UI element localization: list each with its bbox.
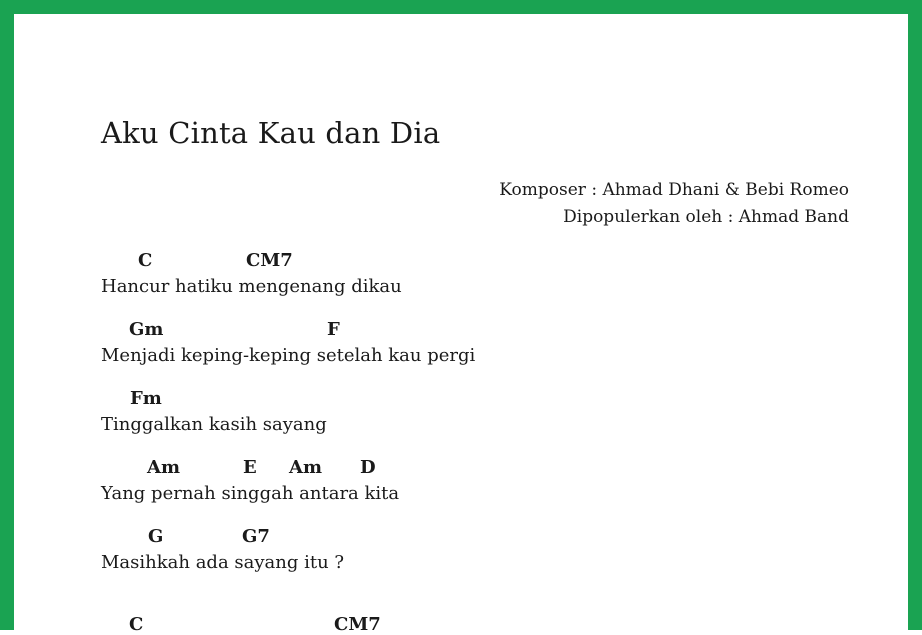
chord: Fm [130,388,162,409]
lyric-line: Masihkah ada sayang itu ? [101,552,345,573]
lyric-line: Yang pernah singgah antara kita [101,483,400,504]
chord: C [129,614,144,635]
lyric-line: Hancur hatiku mengenang dikau [101,276,402,297]
chord: CM7 [334,614,381,635]
popularized-by-credit: Dipopulerkan oleh : Ahmad Band [563,207,849,227]
lyric-line: Tinggalkan kasih sayang [101,414,327,435]
chord: C [138,250,153,271]
chord: G7 [242,526,270,547]
chord: Gm [129,319,164,340]
composer-credit: Komposer : Ahmad Dhani & Bebi Romeo [499,180,849,200]
chord: CM7 [246,250,293,271]
lyric-line: Menjadi keping-keping setelah kau pergi [101,345,476,366]
chord: G [148,526,164,547]
chord: Am [147,457,181,478]
chord: F [327,319,340,340]
chord: E [243,457,257,478]
song-title: Aku Cinta Kau dan Dia [101,116,441,150]
chord: Am [289,457,323,478]
chord: D [360,457,376,478]
